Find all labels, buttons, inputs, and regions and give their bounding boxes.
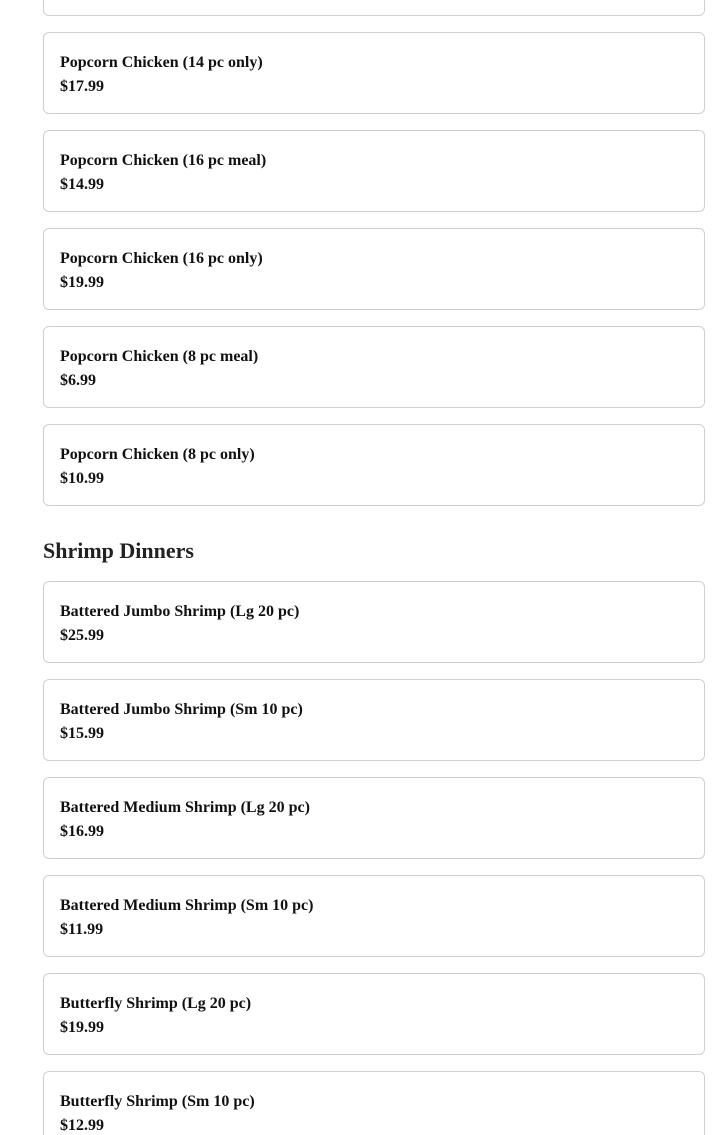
menu-item-card[interactable]: [43, 581, 705, 663]
menu-item-card[interactable]: [43, 777, 705, 859]
menu-item-card[interactable]: [43, 130, 705, 212]
menu-item-name: Battered Jumbo Shrimp (Sm 10 pc): [60, 701, 303, 718]
menu-item-card[interactable]: [43, 1071, 705, 1135]
menu-item-name: Popcorn Chicken (16 pc only): [60, 250, 263, 267]
menu-item-price: $25.99: [60, 627, 104, 644]
menu-item-name: Battered Medium Shrimp (Sm 10 pc): [60, 897, 314, 914]
menu-item-card[interactable]: [43, 0, 705, 16]
menu-item-name: Popcorn Chicken (16 pc meal): [60, 152, 267, 169]
menu-item-card[interactable]: [43, 32, 705, 114]
menu-item-card[interactable]: [43, 875, 705, 957]
menu-item-name: Battered Medium Shrimp (Lg 20 pc): [60, 799, 310, 816]
menu-item-price: $11.99: [60, 921, 104, 938]
menu-item-price: $16.99: [60, 823, 104, 840]
menu-item-name: Popcorn Chicken (14 pc only): [60, 54, 263, 71]
menu-item-card[interactable]: [43, 326, 705, 408]
menu-item-price: $10.99: [60, 470, 104, 487]
menu-item-price: $14.99: [60, 176, 104, 193]
menu-item-price: $19.99: [60, 274, 104, 291]
menu-item-price: $17.99: [60, 78, 104, 95]
section-title: Shrimp Dinners: [43, 538, 194, 563]
menu-item-name: Butterfly Shrimp (Sm 10 pc): [60, 1093, 255, 1110]
menu-item-price: $15.99: [60, 725, 104, 742]
menu-item-name: Butterfly Shrimp (Lg 20 pc): [60, 995, 252, 1012]
menu-item-card[interactable]: [43, 228, 705, 310]
menu-item-name: Popcorn Chicken (8 pc meal): [60, 348, 259, 365]
menu-list: [43, 0, 705, 1135]
menu-item-name: Battered Jumbo Shrimp (Lg 20 pc): [60, 603, 300, 620]
menu-item-card[interactable]: [43, 973, 705, 1055]
menu-item-price: $12.99: [60, 1117, 104, 1134]
menu-item-card[interactable]: [43, 424, 705, 506]
menu-item-name: Popcorn Chicken (8 pc only): [60, 446, 255, 463]
menu-item-price: $19.99: [60, 1019, 104, 1036]
menu-item-price: $6.99: [60, 372, 96, 389]
menu-item-card[interactable]: [43, 679, 705, 761]
